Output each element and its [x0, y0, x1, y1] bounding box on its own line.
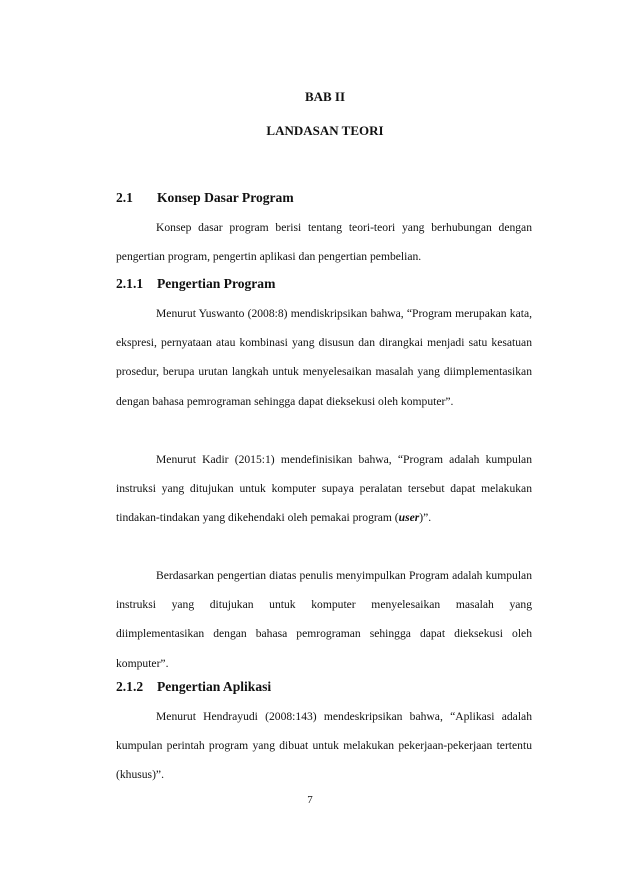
- section-heading-2-1-2: [116, 679, 271, 695]
- paragraph-kadir: [116, 445, 532, 533]
- paragraph-kadir-end: )”.: [419, 511, 432, 525]
- paragraph-yuswanto: Menurut Yuswanto (2008:8) mendiskripsikan bahwa, “Program merupakan kata, ekspresi, pernyataan atau kombinasi yang disusun dan dirangkai menjadi satu kesatuan prosedur, berupa urutan langkah untuk menyelesaikan masalah yang diimplementasikan dengan bahasa pemrograman sehingga dapat dieksekusi oleh komputer”.: [116, 307, 532, 408]
- section-heading-2-1-1: [116, 276, 275, 292]
- paragraph-konsep-dasar: Konsep dasar program berisi tentang teori-teori yang berhubungan dengan pengertian program, pengertin aplikasi dan pengertian pembelian.: [116, 221, 532, 264]
- section-number: 2.1.1: [116, 276, 144, 291]
- paragraph-kesimpulan: Berdasarkan pengertian diatas penulis menyimpulkan Program adalah kumpulan instruksi yang ditujukan untuk komputer menyelesaikan masalah yang diimplementasikan dengan bahasa pemrograman sehingga dapat dieksekusi oleh komputer”.: [116, 569, 532, 670]
- paragraph-kadir-text: Menurut Kadir (2015:1) mendefinisikan bahwa, “Program adalah kumpulan instruksi yang ditujukan untuk komputer supaya peralatan tersebut dapat melakukan tindakan-tindakan yang dikehendaki oleh pemakai program (: [116, 453, 532, 525]
- section-title: Konsep Dasar Program: [157, 190, 294, 205]
- chapter-subtitle: LANDASAN TEORI: [266, 123, 384, 138]
- section-number: 2.1: [116, 190, 133, 205]
- paragraph-hendrayudi: Menurut Hendrayudi (2008:143) mendeskripsikan bahwa, “Aplikasi adalah kumpulan perintah program yang dibuat untuk melakukan pekerjaan-pekerjaan tertentu (khusus)”.: [116, 710, 532, 782]
- section-heading-2-1: [116, 190, 294, 206]
- chapter-title: BAB II: [304, 89, 346, 104]
- page-number: 7: [307, 794, 313, 806]
- section-number: 2.1.2: [116, 679, 144, 694]
- section-title: Pengertian Program: [157, 276, 276, 291]
- emphasis-user: user: [398, 511, 420, 525]
- section-title: Pengertian Aplikasi: [157, 679, 272, 694]
